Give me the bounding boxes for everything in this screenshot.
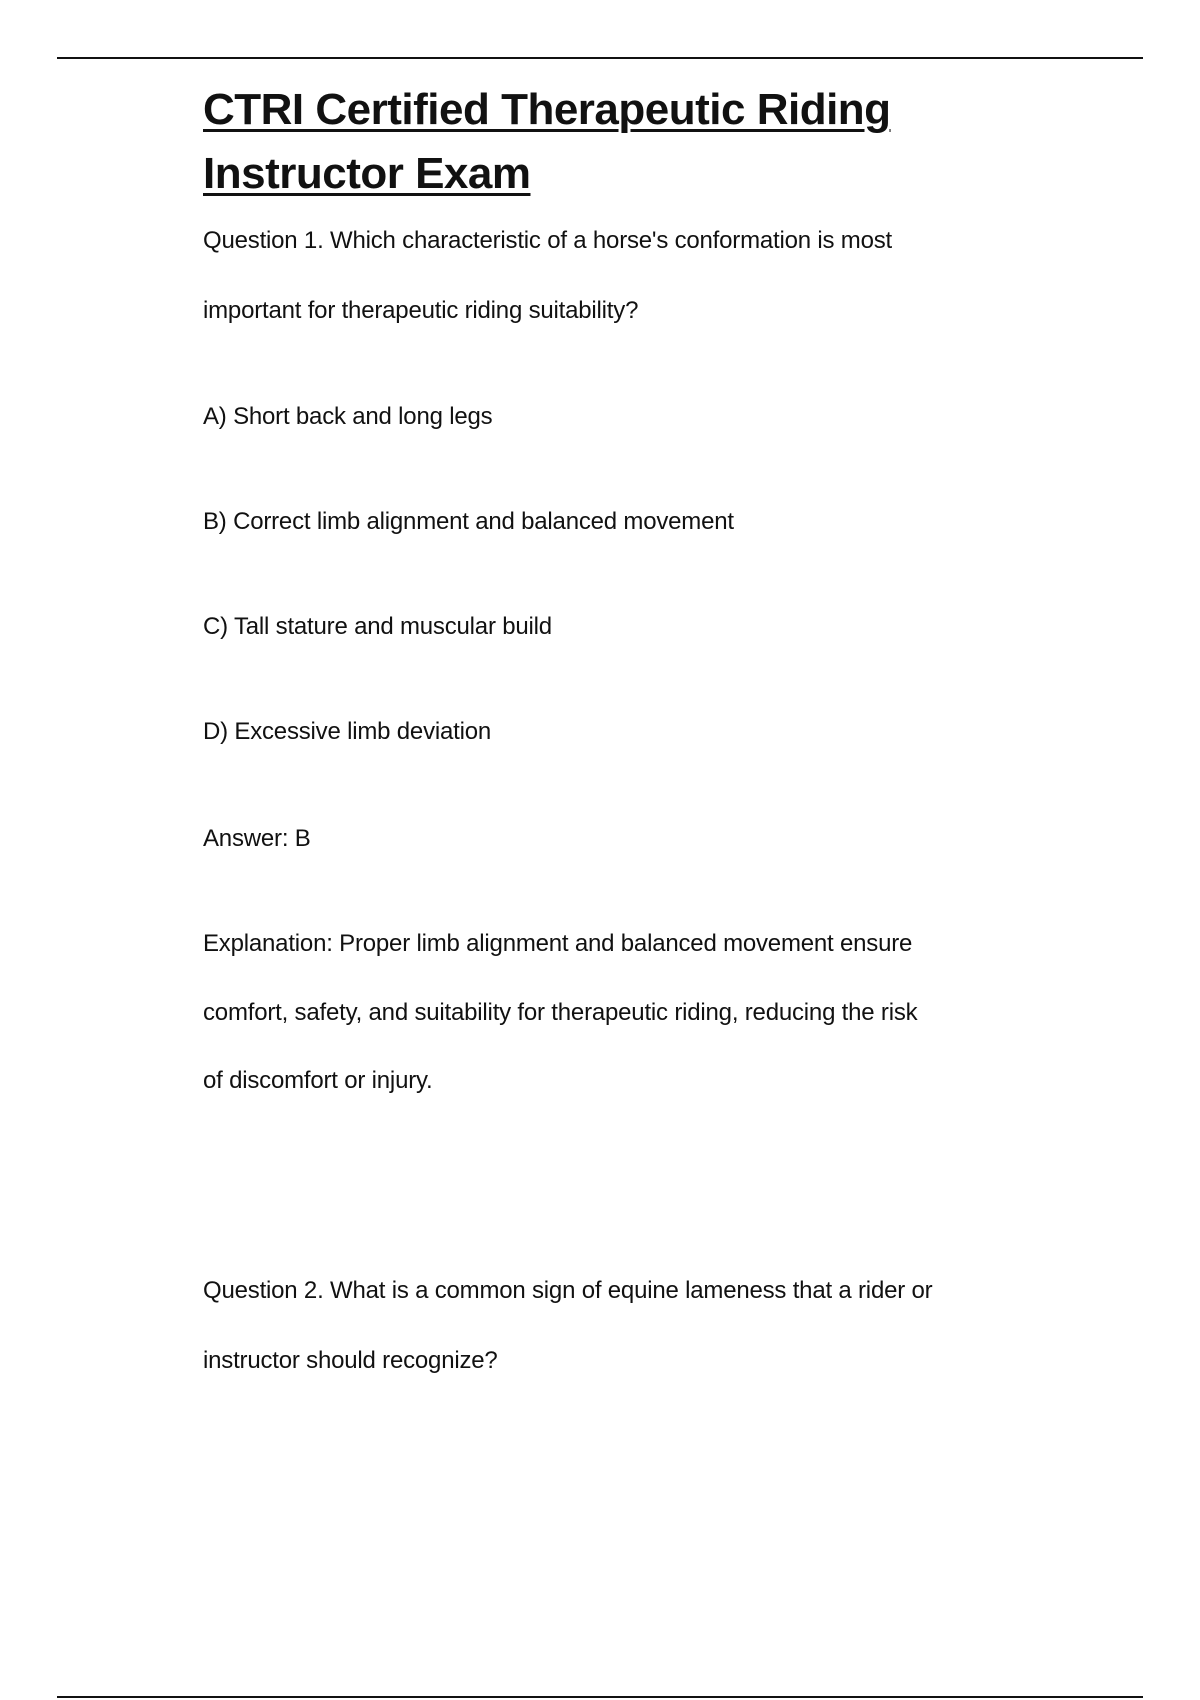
question-1-option-c: C) Tall stature and muscular build xyxy=(203,613,552,640)
question-1-option-d: D) Excessive limb deviation xyxy=(203,718,492,745)
question-1-explanation-line-1: Explanation: Proper limb alignment and balanced movement ensure xyxy=(203,930,913,957)
page-title: CTRI Certified Therapeutic Riding Instructor Exam xyxy=(203,85,891,198)
bottom-rule xyxy=(57,1696,1143,1698)
question-1-option-b: B) Correct limb alignment and balanced movement xyxy=(203,508,734,535)
question-1-text-line-2: important for therapeutic riding suitability? xyxy=(203,297,639,324)
question-2-text-line-1: Question 2. What is a common sign of equine lameness that a rider or xyxy=(203,1277,933,1304)
document-body xyxy=(203,78,1023,206)
question-1-explanation-line-2: comfort, safety, and suitability for therapeutic riding, reducing the risk xyxy=(203,999,918,1026)
question-1-text-line-1: Question 1. Which characteristic of a horse's conformation is most xyxy=(203,227,892,254)
question-2-text-line-2: instructor should recognize? xyxy=(203,1347,498,1374)
question-1-option-a: A) Short back and long legs xyxy=(203,403,493,430)
question-1-explanation-line-3: of discomfort or injury. xyxy=(203,1067,433,1094)
question-1-answer: Answer: B xyxy=(203,825,311,852)
top-rule xyxy=(57,57,1143,59)
